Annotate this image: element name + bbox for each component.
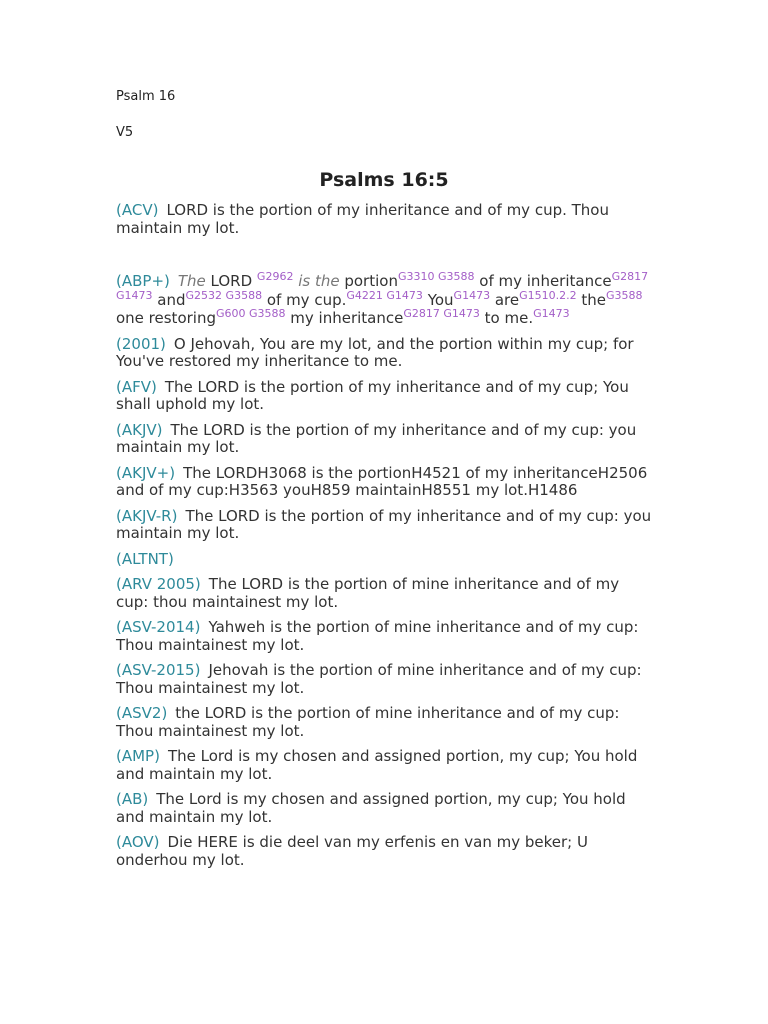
verse-word: and: [152, 290, 186, 309]
version-abbr[interactable]: (ARV 2005): [116, 575, 201, 593]
verse-text: The LORD is the portion of my inheritance and of my cup; You shall uphold my lot.: [116, 377, 629, 413]
verse-text: Yahweh is the portion of mine inheritance and of my cup: Thou maintainest my lot.: [116, 618, 639, 654]
strongs-number[interactable]: G1510.2.2: [519, 288, 577, 302]
strongs-number[interactable]: G4221 G1473: [346, 288, 423, 302]
verse-entry-2001: [116, 336, 656, 371]
verse-entry-aov: [116, 834, 656, 869]
version-abbr[interactable]: (AKJV-R): [116, 506, 178, 525]
verse-text: Jehovah is the portion of mine inheritance and of my cup: Thou maintainest my lot.: [116, 661, 642, 697]
version-abbr[interactable]: (ACV): [116, 201, 159, 219]
verse-text: The Lord is my chosen and assigned portion, my cup; You hold and maintain my lot.: [116, 747, 638, 783]
page-title: Psalms 16:5: [319, 169, 449, 191]
verse-text: the LORD is the portion of mine inheritance and of my cup: Thou maintainest my lot.: [116, 704, 620, 740]
verse-entry-akjv: [116, 422, 656, 457]
verse-text: The LORD is the portion of my inheritance and of my cup: you maintain my lot.: [116, 420, 637, 456]
strongs-number[interactable]: G1473: [453, 288, 491, 302]
verse-entry-afv: [116, 379, 656, 414]
verse-text: The Lord is my chosen and assigned portion, my cup; You hold and maintain my lot.: [116, 790, 626, 826]
version-abbr[interactable]: (ASV2): [116, 704, 168, 722]
italic-word: The: [177, 272, 206, 290]
verse-word: portion: [339, 272, 398, 290]
verse-text: The LORDH3068 is the portionH4521 of my inheritanceH2506 and of my cup:H3563 youH859 maintainH8551 my lot.H1486: [116, 463, 648, 499]
strongs-number[interactable]: G600 G3588: [215, 307, 286, 320]
verse-text: Die HERE is die deel van my erfenis en van my beker; U onderhou my lot.: [116, 833, 588, 869]
verse-word: You: [422, 290, 454, 309]
verse-entry-arv-2005: [116, 576, 656, 611]
strongs-number[interactable]: G1473: [533, 307, 570, 320]
verse-word: of my cup.: [262, 290, 347, 309]
verse-entry-akjv-plus: [116, 465, 656, 500]
verse-entry-asv-2014: [116, 619, 656, 654]
strongs-number[interactable]: G3310 G3588: [397, 270, 475, 283]
verse-text: The LORD is the portion of mine inheritance and of my cup: thou maintainest my lot.: [116, 575, 620, 611]
verse-entry-abp: [116, 272, 656, 328]
verse-entry-ab: [116, 791, 656, 826]
verse-word: LORD: [205, 272, 257, 290]
version-abbr[interactable]: (AMP): [116, 747, 160, 765]
verse-entry-altnt: [116, 551, 656, 569]
strongs-number[interactable]: G2817 G1473: [403, 307, 480, 320]
version-abbr[interactable]: (2001): [116, 334, 166, 353]
version-abbr[interactable]: (AOV): [116, 833, 160, 851]
version-abbr[interactable]: (AKJV): [116, 420, 163, 439]
version-abbr[interactable]: (ALTNT): [116, 549, 174, 568]
italic-word: is the: [293, 272, 340, 290]
verse-text: O Jehovah, You are my lot, and the portion within my cup; for You've restored my inheritance to me.: [116, 334, 634, 370]
verse-heading: V5: [116, 125, 134, 140]
verse-entry-amp: [116, 748, 656, 783]
verse-text: LORD is the portion of my inheritance and of my cup. Thou maintain my lot.: [116, 201, 609, 237]
verse-word: of my inheritance: [474, 272, 612, 290]
version-abbr[interactable]: (AFV): [116, 377, 157, 396]
verse-word: my inheritance: [285, 309, 404, 327]
verse-entry-akjv-r: [116, 508, 656, 543]
verse-list: [116, 202, 656, 877]
verse-word: to me.: [479, 309, 534, 327]
verse-word: are: [490, 290, 520, 309]
verse-entry-asv-2015: [116, 662, 656, 697]
strongs-number[interactable]: G2817 G1473: [116, 270, 649, 302]
strongs-number[interactable]: G2962: [256, 270, 294, 283]
version-abbr[interactable]: (ABP+): [116, 272, 170, 290]
verse-word: one restoring: [116, 309, 216, 327]
strongs-number[interactable]: G2532 G3588: [185, 288, 263, 302]
verse-word: the: [576, 290, 607, 309]
version-abbr[interactable]: (ASV-2015): [116, 661, 201, 679]
version-abbr[interactable]: (AB): [116, 790, 149, 808]
version-abbr[interactable]: (AKJV+): [116, 463, 176, 482]
strongs-number[interactable]: G3588: [606, 288, 643, 302]
verse-text: The LORD is the portion of my inheritance and of my cup: you maintain my lot.: [116, 506, 652, 542]
book-heading: Psalm 16: [116, 89, 176, 104]
verse-entry-acv: [116, 202, 656, 237]
version-abbr[interactable]: (ASV-2014): [116, 618, 201, 636]
verse-entry-asv2: [116, 705, 656, 740]
